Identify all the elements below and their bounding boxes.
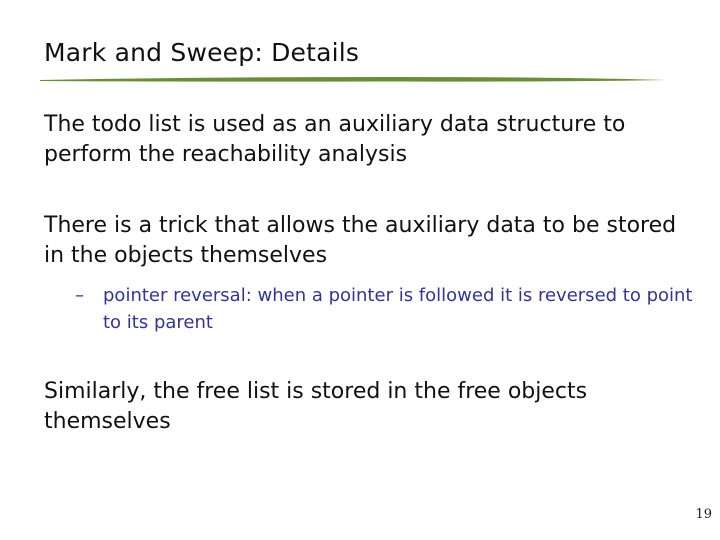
page-number: 19 xyxy=(695,507,712,522)
sub-bullet-pointer-reversal xyxy=(75,282,695,336)
paragraph-todo-list: The todo list is used as an auxiliary data structure to perform the reachability analysis xyxy=(44,112,626,167)
dash-marker: – xyxy=(75,285,84,306)
title-underline xyxy=(40,72,666,86)
paragraph-free-list: Similarly, the free list is stored in the free objects themselves xyxy=(44,379,588,434)
slide-title: Mark and Sweep: Details xyxy=(44,38,360,67)
paragraph-trick: There is a trick that allows the auxiliary data to be stored in the objects themselves xyxy=(44,213,677,268)
sub-bullet-text: pointer reversal: when a pointer is followed it is reversed to point to its parent xyxy=(103,285,693,333)
